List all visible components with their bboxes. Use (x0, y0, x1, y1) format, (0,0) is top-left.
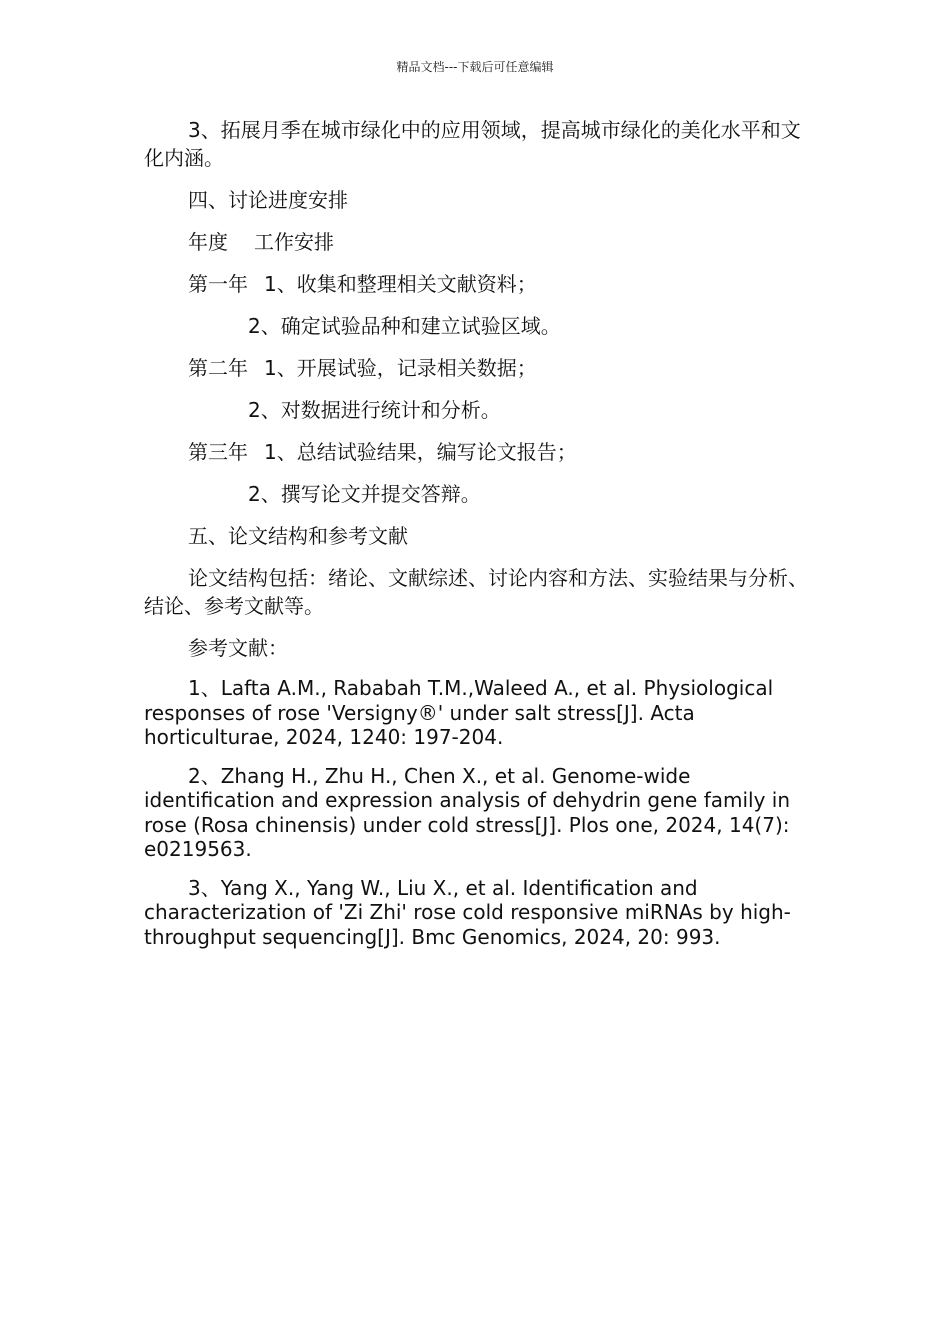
schedule-item: 1、开展试验，记录相关数据； (264, 356, 537, 380)
schedule-year: 第一年 (188, 272, 248, 296)
schedule-item: 2、确定试验品种和建立试验区域。 (248, 314, 561, 338)
schedule-year: 第二年 (188, 356, 248, 380)
schedule-row (144, 396, 808, 424)
reference-item: 1、Lafta A.M., Rababah T.M.,Waleed A., et al. Physiological responses of rose 'Versigny®' under salt stress[J]. Acta horticulturae, 2024, 1240: 197-204. (144, 676, 774, 749)
schedule-item: 2、撰写论文并提交答辩。 (248, 482, 481, 506)
schedule-col-work: 工作安排 (254, 230, 334, 254)
reference-item: 3、Yang X., Yang W., Liu X., et al. Identification and characterization of 'Zi Zhi' rose cold responsive miRNAs by high-throughput sequencing[J]. Bmc Genomics, 2024, 20: 993. (144, 875, 791, 949)
schedule-item: 1、总结试验结果，编写论文报告； (264, 440, 577, 464)
schedule-row (144, 312, 808, 340)
schedule-row (144, 480, 808, 508)
reference-item: 2、Zhang H., Zhu H., Chen X., et al. Genome-wide identification and expression analysis of dehydrin gene family in rose (Rosa chinensis) under cold stress[J]. Plos one, 2024, 14(7): e0219563. (144, 763, 791, 861)
section-heading-structure: 五、论文结构和参考文献 (188, 524, 408, 548)
references-heading: 参考文献： (188, 636, 288, 660)
schedule-item: 1、收集和整理相关文献资料； (264, 272, 537, 296)
structure-paragraph: 论文结构包括：绪论、文献综述、讨论内容和方法、实验结果与分析、结论、参考文献等。 (144, 566, 808, 618)
goal-paragraph: 3、拓展月季在城市绿化中的应用领域，提高城市绿化的美化水平和文化内涵。 (144, 118, 801, 170)
schedule-row (144, 438, 808, 466)
schedule-year: 第三年 (188, 440, 248, 464)
section-heading-schedule: 四、讨论进度安排 (188, 188, 348, 212)
schedule-row (144, 270, 808, 298)
schedule-row (144, 354, 808, 382)
schedule-item: 2、对数据进行统计和分析。 (248, 398, 501, 422)
document-body (144, 116, 808, 963)
schedule-header-row (144, 228, 808, 256)
page-header: 精品文档---下载后可任意编辑 (396, 60, 554, 74)
schedule-col-year: 年度 (188, 230, 228, 254)
